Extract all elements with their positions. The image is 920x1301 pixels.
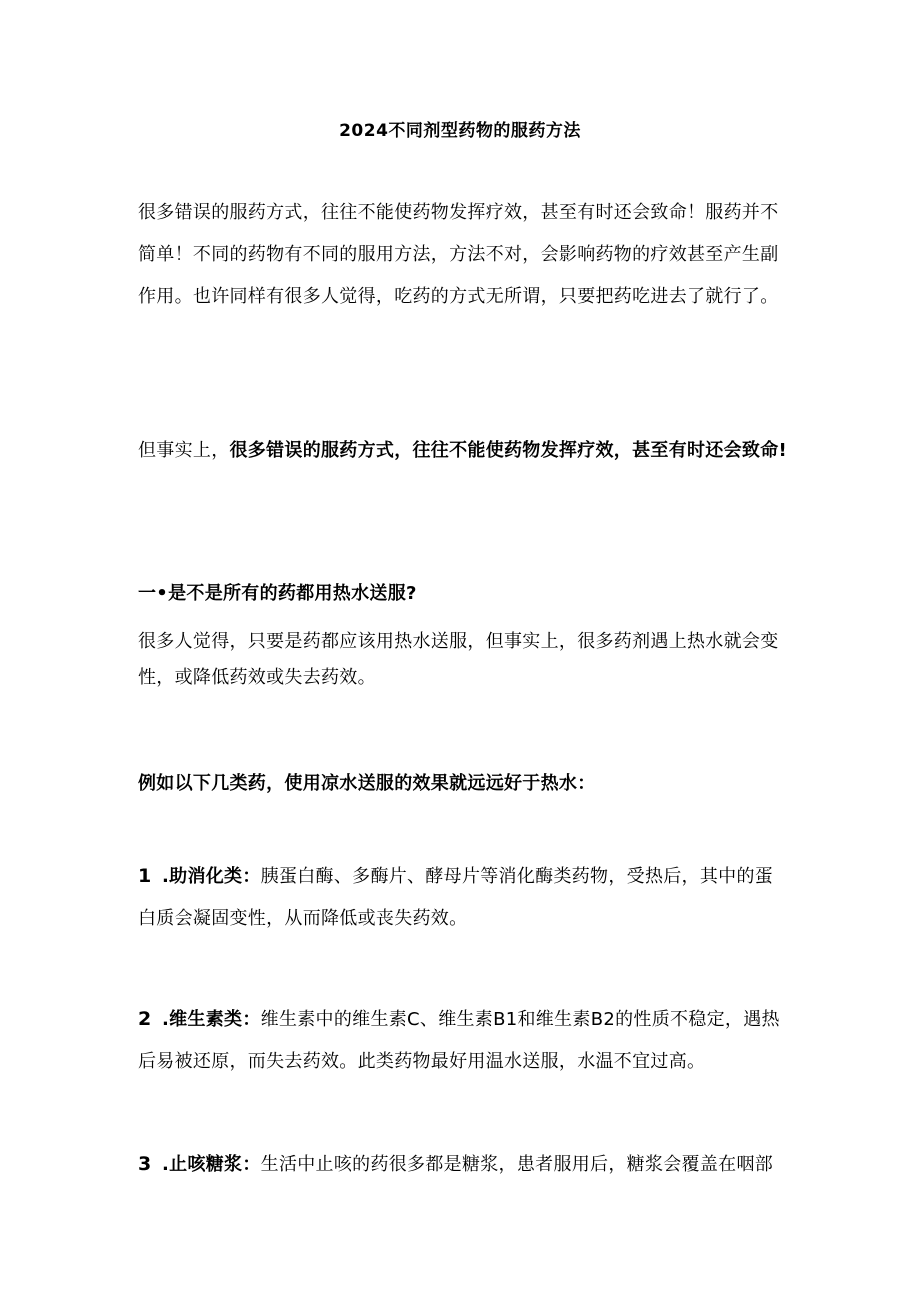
- item-label: .止咳糖浆：: [162, 1154, 261, 1175]
- section-body: 很多人觉得，只要是药都应该用热水送服，但事实上，很多药剂遇上热水就会变性，或降低药效或失去药效。: [138, 631, 779, 688]
- list-item: [138, 855, 788, 940]
- fact-emphasis: 很多错误的服药方式，往往不能使药物发挥疗效，甚至有时还会致命!: [229, 440, 788, 461]
- item-text: 生活中止咳的药很多都是糖浆，患者服用后，糖浆会覆盖在咽部: [260, 1154, 774, 1175]
- list-item: [138, 1143, 788, 1186]
- fact-prefix: 但事实上，: [138, 440, 230, 461]
- item-label: .维生素类：: [162, 1009, 261, 1030]
- item-text: 胰蛋白酶、多酶片、酵母片等消化酶类药物，受热后，其中的蛋白质会凝固变性，从而降低或丧失药效。: [138, 866, 774, 929]
- intro-paragraph: 很多错误的服药方式，往往不能使药物发挥疗效，甚至有时还会致命！服药并不简单！不同的药物有不同的服用方法，方法不对，会影响药物的疗效甚至产生副作用。也许同样有很多人觉得，吃药的方式无所谓，只要把药吃进去了就行了。: [138, 202, 779, 307]
- item-label: .助消化类：: [162, 866, 261, 887]
- item-number: 2: [138, 1008, 152, 1030]
- document-title: 2024不同剂型药物的服药方法: [339, 121, 581, 141]
- section-heading: 一•是不是所有的药都用热水送服?: [138, 583, 417, 604]
- item-number: 1: [138, 865, 152, 887]
- fact-paragraph: [138, 430, 788, 472]
- list-item: [138, 998, 788, 1083]
- example-heading: 例如以下几类药，使用凉水送服的效果就远远好于热水：: [138, 773, 596, 794]
- item-text: 维生素中的维生素C、维生素B1和维生素B2的性质不稳定，遇热后易被还原，而失去药效。此类药物最好用温水送服，水温不宜过高。: [138, 1009, 780, 1072]
- item-number: 3: [138, 1153, 152, 1175]
